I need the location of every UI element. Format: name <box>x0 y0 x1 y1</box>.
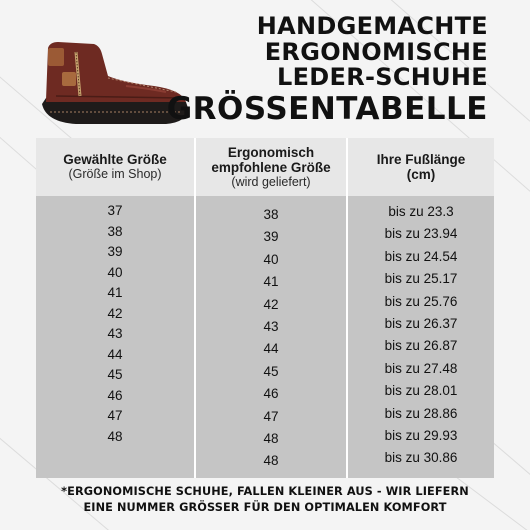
cell-recommended-size: 44 <box>263 341 279 357</box>
footnote-line-2: EINE NUMMER GRÖSSER FÜR DEN OPTIMALEN KOMFORT <box>83 501 447 514</box>
cell-foot-length: bis zu 23.94 <box>384 226 458 242</box>
column-recommended-size <box>196 196 346 478</box>
cell-foot-length: bis zu 25.76 <box>384 293 458 309</box>
cell-foot-length: bis zu 27.48 <box>384 360 458 376</box>
footnote <box>0 484 530 516</box>
header-recommended-size-sub: (wird geliefert) <box>231 174 311 189</box>
cell-selected-size: 46 <box>107 387 123 403</box>
cell-selected-size: 38 <box>107 223 123 239</box>
heel-tab <box>48 48 64 66</box>
cell-recommended-size: 45 <box>263 363 279 379</box>
cell-selected-size: 48 <box>107 428 123 444</box>
cell-foot-length: bis zu 23.3 <box>388 204 454 219</box>
cell-selected-size: 45 <box>107 367 123 382</box>
header-recommended-size-label: Ergonomisch empfohlene Größe <box>211 144 331 175</box>
cell-foot-length: bis zu 26.87 <box>384 338 458 354</box>
cell-recommended-size: 40 <box>263 251 279 267</box>
logo-patch <box>62 72 76 86</box>
header-foot-length-label: Ihre Fußlänge (cm) <box>376 152 466 182</box>
footnote-line-1: *ERGONOMISCHE SCHUHE, FALLEN KLEINER AUS - WIR LIEFERN <box>61 485 469 498</box>
cell-recommended-size: 38 <box>263 207 279 222</box>
cell-foot-length: bis zu 30.86 <box>384 450 458 466</box>
cell-recommended-size: 48 <box>263 453 279 469</box>
column-divider <box>194 138 196 478</box>
column-foot-length <box>348 196 494 478</box>
cell-selected-size: 37 <box>107 203 123 218</box>
cell-foot-length: bis zu 29.93 <box>384 428 458 443</box>
headline <box>167 14 488 127</box>
cell-recommended-size: 41 <box>263 274 279 290</box>
size-table <box>36 138 494 478</box>
cell-recommended-size: 42 <box>263 296 279 312</box>
cell-foot-length: bis zu 26.37 <box>384 316 458 331</box>
cell-selected-size: 39 <box>107 244 123 259</box>
header-selected-size-label: Gewählte Größe <box>63 152 167 167</box>
size-chart-title: GRÖSSENTABELLE <box>166 90 488 127</box>
cell-foot-length: bis zu 28.01 <box>384 383 458 399</box>
cell-selected-size: 47 <box>107 408 123 423</box>
cell-recommended-size: 47 <box>263 408 279 424</box>
header-selected-size-sub: (Größe im Shop) <box>68 167 162 181</box>
header-recommended-size <box>196 138 346 196</box>
cell-recommended-size: 43 <box>263 319 279 334</box>
cell-selected-size: 41 <box>107 285 123 300</box>
cell-recommended-size: 46 <box>263 386 279 402</box>
header-foot-length <box>348 138 494 196</box>
header-selected-size <box>36 138 194 196</box>
cell-recommended-size: 39 <box>263 229 279 245</box>
cell-selected-size: 42 <box>107 305 123 321</box>
column-selected-size <box>36 196 194 478</box>
cell-selected-size: 44 <box>107 346 123 362</box>
headline-line-1: HANDGEMACHTE <box>256 12 488 40</box>
cell-recommended-size: 48 <box>263 431 279 446</box>
cell-foot-length: bis zu 28.86 <box>384 405 458 421</box>
headline-line-2: ERGONOMISCHE <box>264 37 488 66</box>
cell-foot-length: bis zu 24.54 <box>384 248 458 264</box>
headline-line-3: LEDER-SCHUHE <box>277 63 488 91</box>
column-divider <box>346 138 348 478</box>
cell-selected-size: 40 <box>107 264 123 280</box>
cell-selected-size: 43 <box>107 326 123 341</box>
cell-foot-length: bis zu 25.17 <box>384 271 458 287</box>
